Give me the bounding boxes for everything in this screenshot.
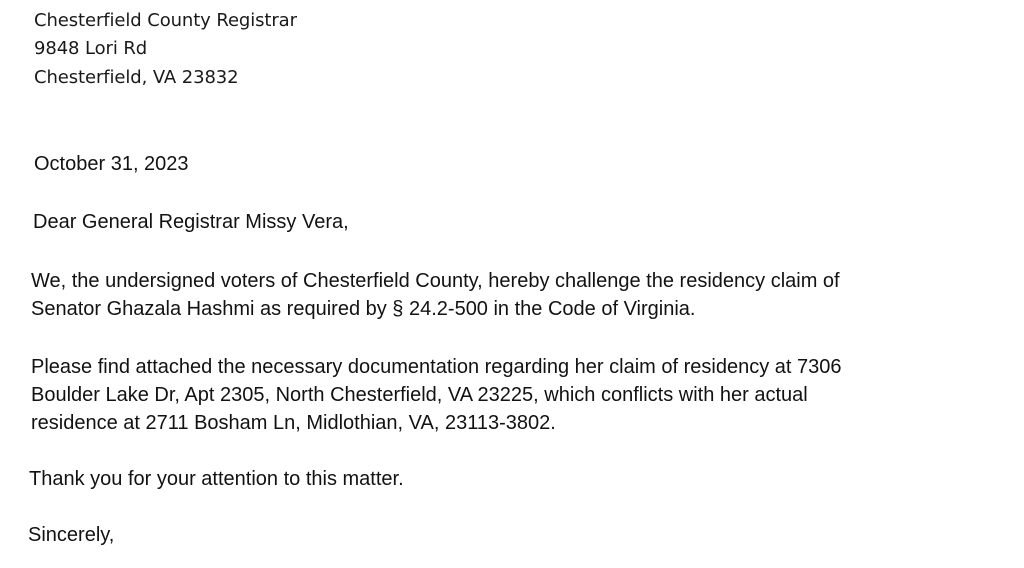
closing: Sincerely, <box>28 524 115 546</box>
recipient-street: 9848 Lori Rd <box>34 38 148 59</box>
recipient-city-state-zip: Chesterfield, VA 23832 <box>34 67 239 88</box>
recipient-name: Chesterfield County Registrar <box>34 10 297 31</box>
paragraph-2-line-2: Boulder Lake Dr, Apt 2305, North Chesterfield, VA 23225, which conflicts with her actual <box>31 384 808 406</box>
paragraph-1-line-1: We, the undersigned voters of Chesterfield County, hereby challenge the residency claim of <box>31 270 840 292</box>
paragraph-1-line-2: Senator Ghazala Hashmi as required by § 24.2-500 in the Code of Virginia. <box>31 298 696 320</box>
paragraph-2-line-3: residence at 2711 Bosham Ln, Midlothian, VA, 23113-3802. <box>31 412 556 434</box>
paragraph-2-line-1: Please find attached the necessary documentation regarding her claim of residency at 7306 <box>31 356 842 378</box>
salutation: Dear General Registrar Missy Vera, <box>33 211 349 233</box>
letter-date: October 31, 2023 <box>34 153 189 175</box>
thanks-line: Thank you for your attention to this matter. <box>29 468 404 490</box>
